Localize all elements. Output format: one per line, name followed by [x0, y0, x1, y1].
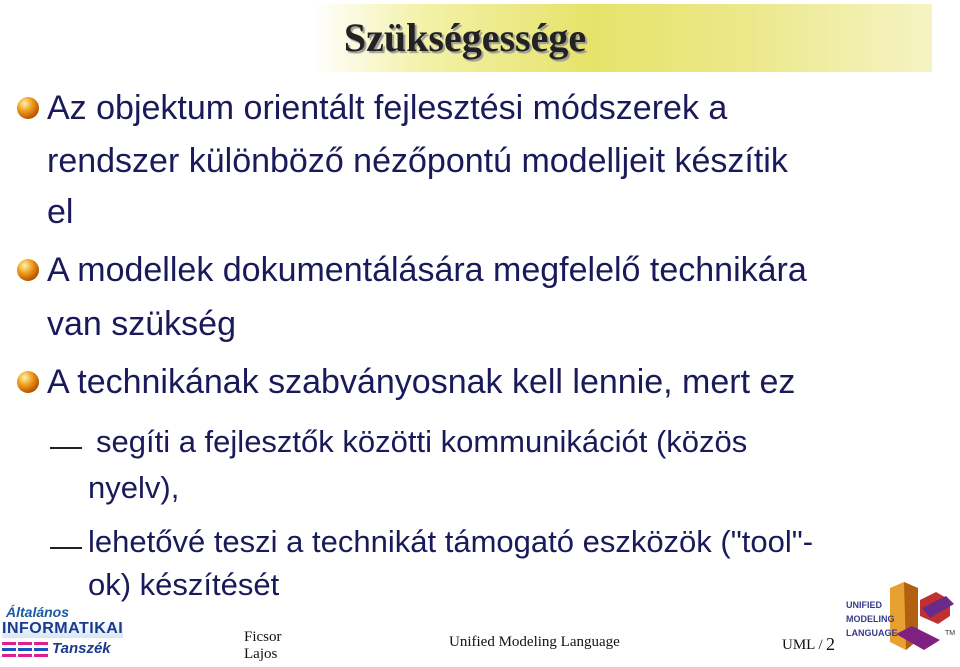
bullet-2-line-2: van szükség: [47, 305, 236, 343]
uml-logo-line-2: MODELING: [846, 614, 895, 624]
author-first: Ficsor: [244, 629, 282, 645]
author-last: Lajos: [244, 646, 278, 662]
bullet-icon: [17, 259, 39, 281]
bullet-icon: [17, 371, 39, 393]
bullet-1-line-1: Az objektum orientált fejlesztési módszerek a: [47, 89, 728, 127]
page-number: 2: [826, 634, 835, 654]
uml-logo: [846, 578, 958, 662]
logo-stripes: [2, 640, 50, 660]
bullet-3-line-1: A technikának szabványosnak kell lennie, mert ez: [47, 363, 796, 401]
department-logo: [2, 604, 124, 664]
uml-logo-line-3: LANGUAGE: [846, 628, 898, 638]
dash-marker: [50, 447, 82, 449]
dash-marker: [50, 547, 82, 549]
sub-bullet-2-line-2: ok) készítését: [88, 567, 280, 602]
uml-logo-line-1: UNIFIED: [846, 600, 882, 610]
bullet-2-line-1: A modellek dokumentálására megfelelő technikára: [47, 251, 807, 289]
bullet-1-line-2: rendszer különböző nézőpontú modelljeit készítik: [47, 142, 788, 180]
logo-line-3: Tanszék: [52, 640, 111, 657]
sub-bullet-1-line-2: nyelv),: [88, 470, 180, 505]
bullet-1-line-3: el: [47, 193, 74, 231]
logo-line-2: INFORMATIKAI: [2, 620, 124, 637]
logo-line-1: Általános: [6, 604, 70, 620]
course-name: Unified Modeling Language: [449, 634, 620, 650]
page-prefix: UML /: [782, 637, 823, 653]
bullet-icon: [17, 97, 39, 119]
sub-bullet-1-line-1: segíti a fejlesztők közötti kommunikációt (közös: [96, 424, 748, 459]
slide-title: Szükségessége: [343, 15, 587, 60]
sub-bullet-2-line-1: lehetővé teszi a technikát támogató eszközök ("tool"-: [88, 524, 814, 559]
uml-logo-tm: TM: [945, 630, 956, 637]
